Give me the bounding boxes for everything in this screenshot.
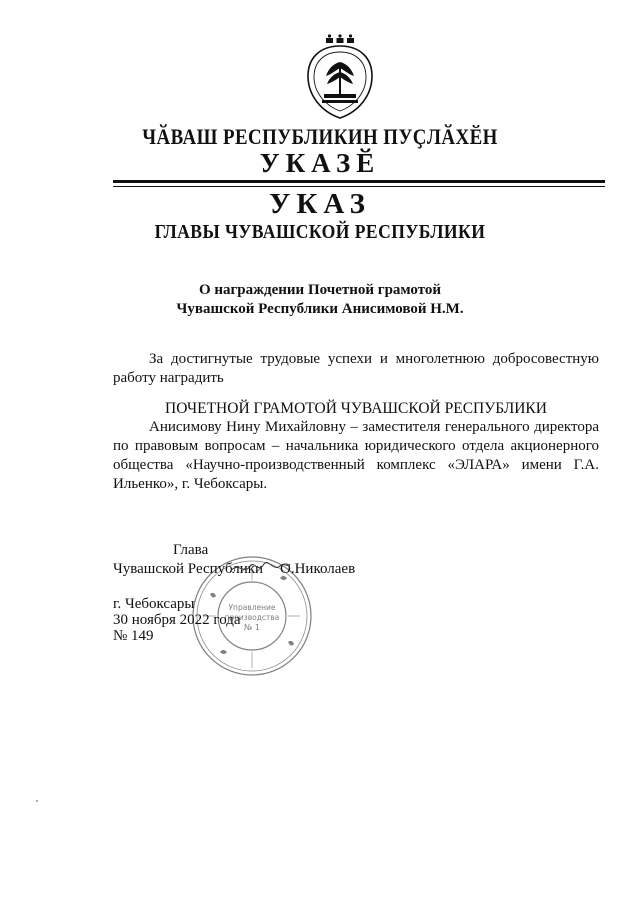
stamp-line-3: № 1 — [244, 623, 260, 632]
signatory-title-line-1: Глава — [173, 542, 209, 558]
stamp-line-2: производства — [224, 613, 280, 622]
signatory-name: О.Николаев — [280, 561, 356, 577]
decree-number: № 149 — [113, 628, 154, 644]
chuvash-header-line: ЧӐВАШ РЕСПУБЛИКИН ПУҪЛӐХӖН — [142, 124, 498, 149]
decree-subject — [0, 281, 640, 319]
header-divider-thick — [113, 180, 605, 183]
chuvash-title: УКАЗӖ — [259, 148, 381, 178]
emblem-tree — [322, 62, 358, 103]
stamp-line-1: Управление — [228, 603, 276, 612]
header-divider-thin — [113, 186, 605, 187]
emblem-crowns — [326, 34, 354, 43]
signatory-title-line-2: Чувашской Республики — [113, 561, 264, 577]
scan-speck — [36, 800, 38, 802]
award-title: ПОЧЕТНОЙ ГРАМОТОЙ ЧУВАШСКОЙ РЕСПУБЛИКИ — [165, 400, 547, 417]
subject-line-2: Чувашской Республики Анисимовой Н.М. — [176, 301, 464, 317]
issue-date: 30 ноября 2022 года — [113, 612, 241, 628]
subject-line-1: О награждении Почетной грамотой — [198, 282, 442, 298]
handwritten-signature — [228, 556, 292, 578]
issue-place: г. Чебоксары — [113, 596, 195, 612]
recipient-paragraph: Анисимову Нину Михайловну – заместителя генерального директора по правовым вопросам – начальника юридического отдела акционерного общества «Научно-производственный комплекс «ЭЛАРА» имени Г.А. Ильенко», г. Чебоксары. — [113, 419, 599, 492]
russian-subtitle: ГЛАВЫ ЧУВАШСКОЙ РЕСПУБЛИКИ — [154, 221, 486, 243]
intro-paragraph: За достигнутые трудовые успехи и многолетнюю добросовестную работу наградить — [113, 351, 599, 386]
coat-of-arms-emblem — [302, 32, 378, 122]
russian-title: УКАЗ — [269, 188, 371, 220]
